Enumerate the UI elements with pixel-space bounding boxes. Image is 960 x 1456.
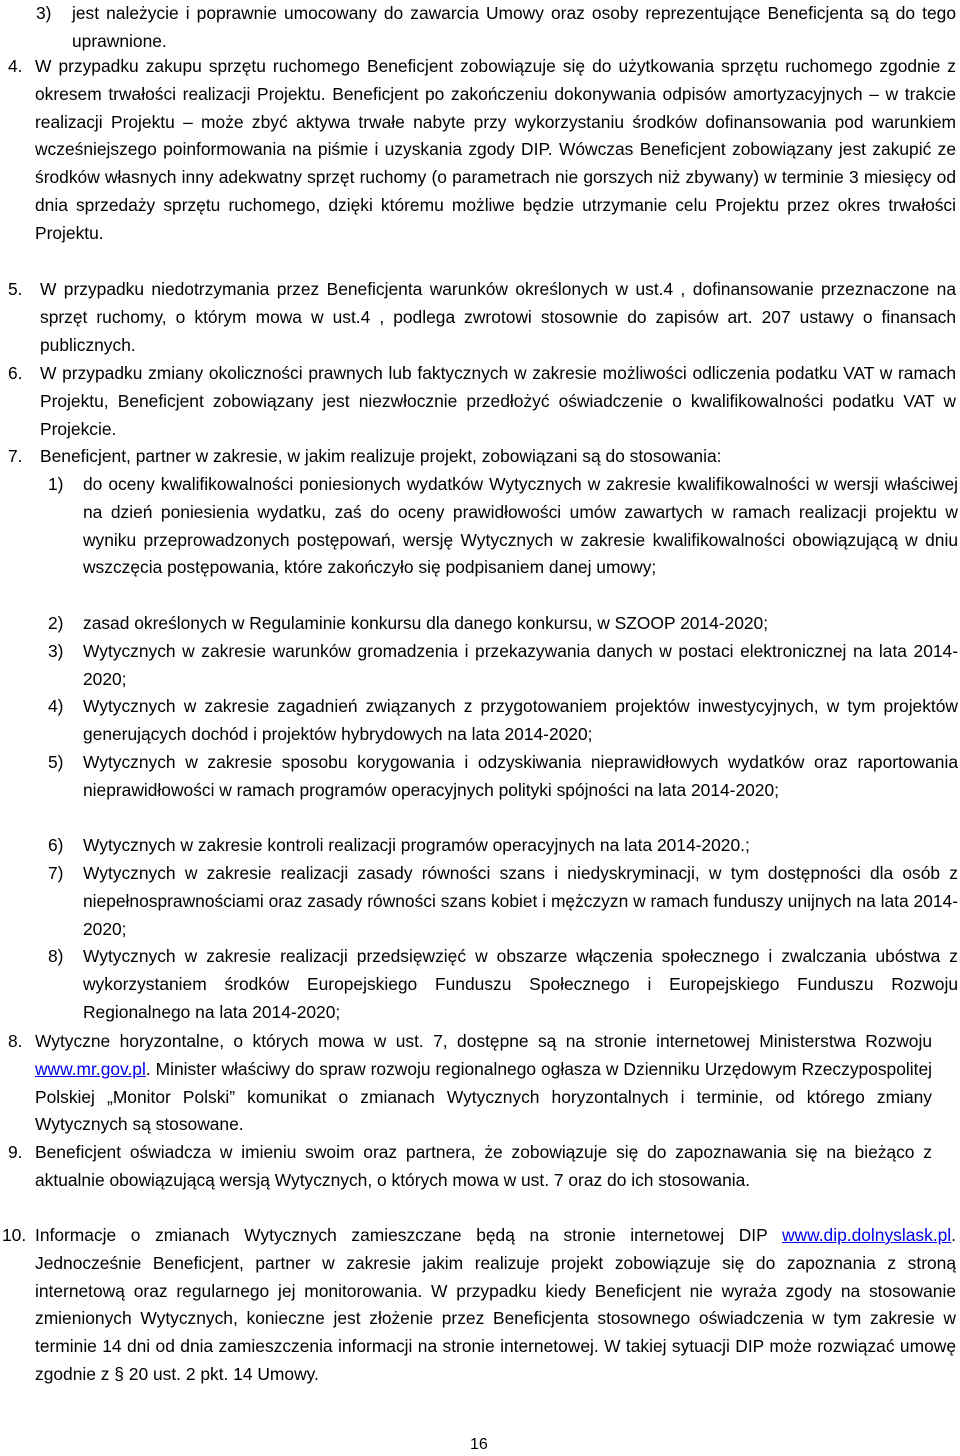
paragraph-number: 5.: [8, 279, 23, 299]
sublist-item-text: Wytycznych w zakresie warunków gromadzenia i przekazywania danych w postaci elektronicznej na lata 2014-2020;: [83, 641, 958, 689]
paragraph-text-after: . Jednocześnie Beneficjent, partner w zakresie jakim realizuje projekt zobowiązuje się do zapoznania z stroną internetową oraz regularnego jej monitorowania. W przypadku kiedy Beneficjent nie wyraża zgody na stosowanie zmienionych Wytycznych, konieczne jest złożenie przez Beneficjenta stosownego oświadczenia w tym zakresie w terminie 14 dni od dnia zamieszczenia informacji na stronie internetowej. W takiej sytuacji DIP może rozwiązać umowę zgodnie z § 20 ust. 2 pkt. 14 Umowy.: [35, 1225, 956, 1384]
sublist-item-text: Wytycznych w zakresie zagadnień związanych z przygotowaniem projektów inwestycyjnych, w tym projektów generujących dochód i projektów hybrydowych na lata 2014-2020;: [83, 696, 958, 744]
sublist-item-8: [48, 943, 958, 1026]
sublist-item-number: 3): [48, 641, 64, 661]
paragraph-text: [8, 1028, 932, 1139]
paragraph-number: 8.: [8, 1031, 23, 1051]
dip-website-link[interactable]: www.dip.dolnyslask.pl: [782, 1225, 952, 1245]
sublist-item-text: do oceny kwalifikowalności poniesionych wydatków Wytycznych w zakresie kwalifikowalności w wersji właściwej na dzień poniesienia wydatku, zaś do oceny prawidłowości umów zawartych w ramach realizacji projektu w wyniku przeprowadzonych postępowań, wersję Wytycznych w zakresie kwalifikowalności obowiązującą w dniu wszczęcia postępowania, które zakończyło się podpisaniem danej umowy;: [83, 474, 958, 578]
list-item-number: 3): [36, 3, 52, 23]
sublist-item-number: 8): [48, 946, 64, 966]
sublist-item-7: [48, 860, 958, 943]
paragraph-text: W przypadku niedotrzymania przez Beneficjenta warunków określonych w ust.4 , dofinansowanie przeznaczone na sprzęt ruchomy, o którym mowa w ust.4 , podlega zwrotowi stosownie do zapisów art. 207 ustawy o finansach publicznych.: [40, 279, 956, 355]
sublist-item-3: [48, 638, 958, 694]
sublist-item-text: Wytycznych w zakresie sposobu korygowania i odzyskiwania nieprawidłowych wydatków oraz raportowania nieprawidłowości w ramach programów operacyjnych polityki spójności na lata 2014-2020;: [83, 752, 958, 800]
sublist-item-text: zasad określonych w Regulaminie konkursu dla danego konkursu, w SZOOP 2014-2020;: [83, 613, 769, 633]
sublist-item-text: Wytycznych w zakresie kontroli realizacji programów operacyjnych na lata 2014-2020.;: [83, 835, 750, 855]
sublist-item-1: [48, 471, 958, 582]
paragraph-number: 6.: [8, 363, 23, 383]
paragraph-5: [8, 276, 956, 359]
sublist-item-5: [48, 749, 958, 805]
paragraph-number: 7.: [8, 446, 23, 466]
sublist-item-text: Wytycznych w zakresie realizacji przedsięwzięć w obszarze włączenia społecznego i zwalczania ubóstwa z wykorzystaniem środków Europejskiego Funduszu Społecznego i Europejskiego Funduszu Rozwoju Regionalnego na lata 2014-2020;: [83, 946, 958, 1022]
paragraph-text: W przypadku zakupu sprzętu ruchomego Beneficjent zobowiązuje się do użytkowania sprzętu ruchomego zgodnie z okresem trwałości realizacji Projektu. Beneficjent po zakończeniu dokonywania odpisów amortyzacyjnych – w trakcie realizacji Projektu – może zbyć aktywa trwałe nabyte przy wykorzystaniu środków dofinansowania pod warunkiem wcześniejszego poinformowania na piśmie i uzyskania zgody DIP. Wówczas Beneficjent zobowiązany jest zakupić ze środków własnych inny adekwatny sprzęt ruchomy (o parametrach nie gorszych niż zbywany) w terminie 3 miesięcy od dnia sprzedaży sprzętu ruchomego, dzięki któremu możliwe będzie utrzymanie celu Projektu przez okres trwałości Projektu.: [35, 56, 956, 243]
sublist-item-2: [48, 610, 958, 638]
paragraph-8: [8, 1028, 932, 1139]
sublist-item-number: 7): [48, 863, 64, 883]
sublist-item-number: 1): [48, 474, 64, 494]
sublist-item-number: 6): [48, 835, 64, 855]
paragraph-4: [8, 53, 956, 248]
paragraph-text: Beneficjent oświadcza w imieniu swoim oraz partnera, że zobowiązuje się do zapoznawania się na bieżąco z aktualnie obowiązującą wersją Wytycznych, o których mowa w ust. 7 oraz do ich stosowania.: [35, 1142, 932, 1190]
paragraph-number: 4.: [8, 56, 23, 76]
paragraph-text: [2, 1222, 956, 1389]
page-number: 16: [470, 1436, 488, 1453]
paragraph-number: 10.: [2, 1225, 27, 1245]
sublist-item-text: Wytycznych w zakresie realizacji zasady równości szans i niedyskryminacji, w tym dostępności dla osób z niepełnosprawnościami oraz zasady równości szans kobiet i mężczyzn w ramach funduszy unijnych na lata 2014-2020;: [83, 863, 958, 939]
paragraph-text-before: Informacje o zmianach Wytycznych zamieszczane będą na stronie internetowej DIP: [35, 1225, 782, 1245]
list-item-3: [36, 0, 956, 56]
paragraph-text-after: . Minister właściwy do spraw rozwoju regionalnego ogłasza w Dzienniku Urzędowym Rzeczypospolitej Polskiej „Monitor Polski” komunikat o zmianach Wytycznych horyzontalnych i terminie, od którego zmiany Wytycznych są stosowane.: [35, 1058, 932, 1135]
sublist-item-6: [48, 832, 958, 860]
paragraph-text-before: Wytyczne horyzontalne, o których mowa w ust. 7, dostępne są na stronie internetowej Ministerstwa Rozwoju: [35, 1031, 932, 1051]
paragraph-number: 9.: [8, 1142, 23, 1162]
sublist-item-4: [48, 693, 958, 749]
paragraph-text: W przypadku zmiany okoliczności prawnych lub faktycznych w zakresie możliwości odliczenia podatku VAT w ramach Projektu, Beneficjent zobowiązany jest niezwłocznie przedłożyć oświadczenie o kwalifikowalności podatku VAT w Projekcie.: [40, 363, 956, 439]
list-item-text: jest należycie i poprawnie umocowany do zawarcia Umowy oraz osoby reprezentujące Beneficjenta są do tego uprawnione.: [72, 3, 956, 51]
sublist-item-number: 4): [48, 696, 64, 716]
ministry-website-link[interactable]: www.mr.gov.pl: [35, 1058, 146, 1079]
sublist-item-number: 5): [48, 752, 64, 772]
paragraph-6: [8, 360, 956, 443]
paragraph-text: Beneficjent, partner w zakresie, w jakim realizuje projekt, zobowiązani są do stosowania:: [40, 446, 722, 466]
paragraph-9: [8, 1139, 932, 1195]
sublist-item-number: 2): [48, 613, 64, 633]
paragraph-7: [8, 443, 956, 471]
paragraph-10: [2, 1222, 956, 1389]
